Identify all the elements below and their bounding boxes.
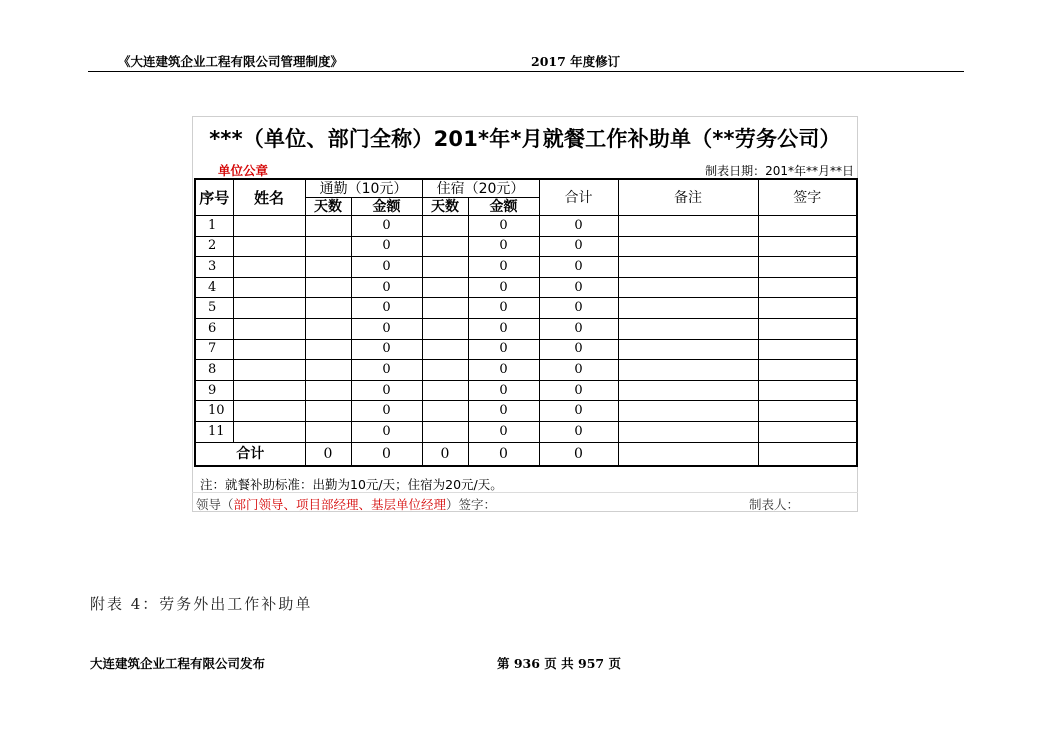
leader-suffix: ）签字： (446, 497, 497, 512)
row-sign (758, 318, 857, 339)
row-commute-amount: 0 (351, 216, 422, 237)
row-name (233, 360, 305, 381)
row-commute-amount: 0 (351, 401, 422, 422)
row-seq: 9 (195, 380, 233, 401)
form-title: ***（单位、部门全称）201*年*月就餐工作补助单（**劳务公司） (209, 127, 841, 151)
row-commute-days (305, 318, 351, 339)
footer-page-number: 第 936 页 共 957 页 (497, 656, 621, 671)
row-name (233, 236, 305, 257)
row-seq: 4 (195, 277, 233, 298)
row-lodging-days (422, 216, 468, 237)
row-lodging-amount: 0 (468, 360, 539, 381)
row-commute-days (305, 216, 351, 237)
table-row (195, 277, 857, 298)
col-seq: 序号 (195, 179, 233, 216)
table-row (195, 257, 857, 278)
row-remark (618, 380, 758, 401)
row-commute-amount: 0 (351, 380, 422, 401)
row-total: 0 (539, 318, 618, 339)
totals-row (195, 442, 857, 466)
header-revision: 2017 年度修订 (531, 54, 621, 69)
leader-sign-line (196, 495, 496, 513)
row-seq: 10 (195, 401, 233, 422)
leader-roles: 部门领导、项目部经理、基层单位经理 (233, 497, 447, 512)
header-rule (88, 71, 964, 72)
row-sign (758, 339, 857, 360)
row-lodging-amount: 0 (468, 380, 539, 401)
row-remark (618, 298, 758, 319)
row-lodging-days (422, 380, 468, 401)
row-commute-amount: 0 (351, 339, 422, 360)
row-lodging-days (422, 360, 468, 381)
row-total: 0 (539, 277, 618, 298)
col-name: 姓名 (233, 179, 305, 216)
row-lodging-amount: 0 (468, 236, 539, 257)
table-row (195, 318, 857, 339)
row-seq: 6 (195, 318, 233, 339)
row-sign (758, 257, 857, 278)
row-sign (758, 277, 857, 298)
totals-total: 0 (539, 442, 618, 466)
appendix-caption: 附表 4：劳务外出工作补助单 (90, 595, 313, 613)
col-commute-days: 天数 (305, 198, 351, 216)
footer-publisher: 大连建筑企业工程有限公司发布 (90, 656, 266, 671)
totals-commute-amount: 0 (351, 442, 422, 466)
row-commute-amount: 0 (351, 257, 422, 278)
row-lodging-days (422, 257, 468, 278)
row-lodging-days (422, 401, 468, 422)
row-total: 0 (539, 257, 618, 278)
row-commute-days (305, 236, 351, 257)
row-remark (618, 421, 758, 442)
subsidy-table (194, 178, 858, 467)
row-commute-days (305, 401, 351, 422)
row-remark (618, 277, 758, 298)
row-lodging-days (422, 298, 468, 319)
row-total: 0 (539, 298, 618, 319)
row-lodging-days (422, 277, 468, 298)
maker-label: 制表人： (749, 497, 800, 512)
row-lodging-amount: 0 (468, 298, 539, 319)
table-row (195, 339, 857, 360)
row-commute-days (305, 339, 351, 360)
table-row (195, 421, 857, 442)
form-note: 注：就餐补助标准：出勤为10元/天；住宿为20元/天。 (200, 477, 503, 492)
table-row (195, 298, 857, 319)
row-name (233, 298, 305, 319)
row-commute-amount: 0 (351, 360, 422, 381)
row-commute-amount: 0 (351, 318, 422, 339)
row-commute-amount: 0 (351, 277, 422, 298)
table-row (195, 236, 857, 257)
col-commute: 通勤（10元） (305, 179, 422, 198)
row-name (233, 380, 305, 401)
row-sign (758, 360, 857, 381)
row-lodging-days (422, 318, 468, 339)
row-lodging-amount: 0 (468, 339, 539, 360)
row-seq: 2 (195, 236, 233, 257)
row-lodging-amount: 0 (468, 257, 539, 278)
row-remark (618, 360, 758, 381)
row-lodging-days (422, 339, 468, 360)
row-seq: 1 (195, 216, 233, 237)
row-name (233, 421, 305, 442)
row-total: 0 (539, 380, 618, 401)
row-lodging-amount: 0 (468, 216, 539, 237)
col-remark: 备注 (618, 179, 758, 216)
row-commute-days (305, 298, 351, 319)
row-remark (618, 257, 758, 278)
row-total: 0 (539, 236, 618, 257)
row-lodging-amount: 0 (468, 401, 539, 422)
row-lodging-amount: 0 (468, 421, 539, 442)
totals-commute-days: 0 (305, 442, 351, 466)
row-name (233, 339, 305, 360)
totals-lodging-days: 0 (422, 442, 468, 466)
col-lodging-days: 天数 (422, 198, 468, 216)
col-commute-amount: 金额 (351, 198, 422, 216)
row-name (233, 216, 305, 237)
row-lodging-days (422, 421, 468, 442)
row-seq: 11 (195, 421, 233, 442)
row-lodging-days (422, 236, 468, 257)
leader-prefix: 领导（ (196, 497, 234, 512)
row-total: 0 (539, 421, 618, 442)
header-title: 《大连建筑企业工程有限公司管理制度》 (118, 54, 344, 69)
row-name (233, 277, 305, 298)
row-commute-amount: 0 (351, 421, 422, 442)
row-remark (618, 401, 758, 422)
totals-label: 合计 (195, 442, 305, 466)
totals-remark (618, 442, 758, 466)
subsidy-form (192, 116, 858, 512)
form-date: 制表日期：201*年**月**日 (705, 164, 854, 178)
row-seq: 8 (195, 360, 233, 381)
row-remark (618, 236, 758, 257)
row-remark (618, 339, 758, 360)
row-total: 0 (539, 401, 618, 422)
row-commute-amount: 0 (351, 298, 422, 319)
row-name (233, 401, 305, 422)
col-lodging-amount: 金额 (468, 198, 539, 216)
table-row (195, 360, 857, 381)
row-commute-days (305, 277, 351, 298)
row-commute-days (305, 421, 351, 442)
row-commute-days (305, 380, 351, 401)
row-seq: 7 (195, 339, 233, 360)
row-name (233, 318, 305, 339)
row-lodging-amount: 0 (468, 277, 539, 298)
col-lodging: 住宿（20元） (422, 179, 539, 198)
row-sign (758, 421, 857, 442)
table-row (195, 401, 857, 422)
row-name (233, 257, 305, 278)
row-commute-amount: 0 (351, 236, 422, 257)
row-commute-days (305, 257, 351, 278)
row-sign (758, 216, 857, 237)
col-total: 合计 (539, 179, 618, 216)
row-sign (758, 380, 857, 401)
row-seq: 5 (195, 298, 233, 319)
row-sign (758, 236, 857, 257)
table-row (195, 380, 857, 401)
row-lodging-amount: 0 (468, 318, 539, 339)
row-commute-days (305, 360, 351, 381)
row-total: 0 (539, 216, 618, 237)
totals-lodging-amount: 0 (468, 442, 539, 466)
totals-sign (758, 442, 857, 466)
row-sign (758, 298, 857, 319)
row-total: 0 (539, 360, 618, 381)
table-row (195, 216, 857, 237)
col-sign: 签字 (758, 179, 857, 216)
row-remark (618, 318, 758, 339)
header-row-1 (195, 179, 857, 198)
row-remark (618, 216, 758, 237)
row-total: 0 (539, 339, 618, 360)
row-seq: 3 (195, 257, 233, 278)
row-sign (758, 401, 857, 422)
unit-seal-label: 单位公章 (218, 163, 269, 178)
